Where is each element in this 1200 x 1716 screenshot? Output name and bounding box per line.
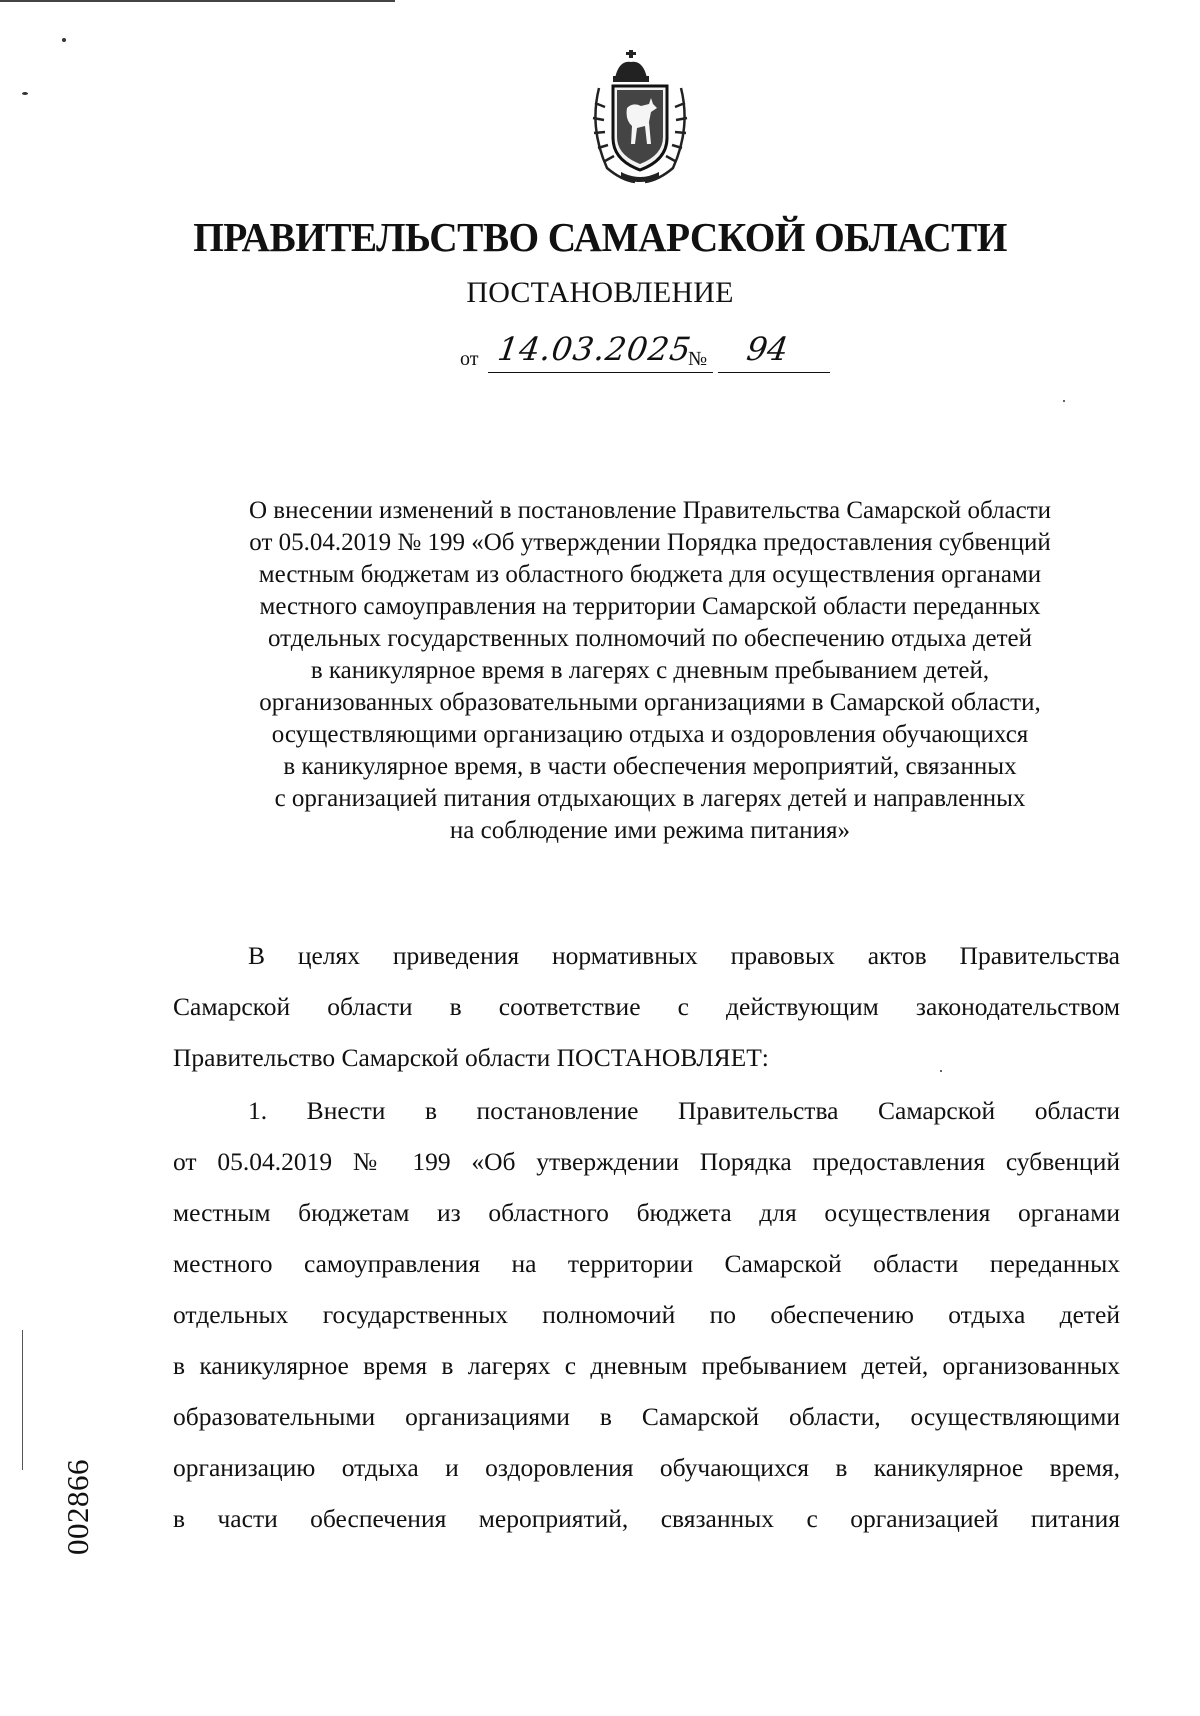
clause-line: в каникулярное время в лагерях с дневным пребыванием детей, организованных [173,1351,1120,1380]
date-value: 14.03.2025 [495,330,694,368]
number-value: 94 [744,330,791,368]
organization-title: ПРАВИТЕЛЬСТВО САМАРСКОЙ ОБЛАСТИ [193,214,1007,260]
date-underline [488,372,713,373]
scan-speck [22,92,28,95]
scan-margin-bar [22,1330,23,1470]
subject-line: от 05.04.2019 № 199 «Об утверждении Порядка предоставления субвенций [249,529,1051,556]
clause-line: организацию отдыха и оздоровления обучающихся в каникулярное время, [173,1453,1120,1482]
clause-1-paragraph [173,1085,1120,1544]
scan-artifact-line [0,0,395,2]
preamble-paragraph [173,930,1120,1083]
subject-line: О внесении изменений в постановление Правительства Самарской области [248,497,1052,524]
preamble-line: Самарской области в соответствие с действующим законодательством [173,992,1120,1021]
samara-coat-of-arms-icon [585,48,695,188]
clause-line: от 05.04.2019 № 199 «Об утверждении Порядка предоставления субвенций [173,1147,1120,1176]
number-label: № [688,348,708,370]
document-type: ПОСТАНОВЛЕНИЕ [466,276,734,309]
number-underline [718,372,830,373]
scan-speck [1063,400,1065,402]
clause-line: в части обеспечения мероприятий, связанных с организацией питания [173,1504,1120,1533]
subject-line: организованных образовательными организациями в Самарской области, [259,689,1041,716]
subject-line: отдельных государственных полномочий по обеспечению отдыха детей [268,625,1032,652]
clause-line: 1. Внести в постановление Правительства Самарской области [248,1096,1120,1125]
clause-line: образовательными организациями в Самарской области, осуществляющими [173,1402,1120,1431]
scan-speck [62,38,66,42]
subject-line: местного самоуправления на территории Самарской области переданных [259,593,1041,620]
document-subject [180,495,1120,847]
subject-line: на соблюдение ими режима питания» [449,817,851,844]
subject-line: местным бюджетам из областного бюджета для осуществления органами [258,561,1042,588]
subject-line: с организацией питания отдыхающих в лагерях детей и направленных [274,785,1026,812]
subject-line: в каникулярное время в лагерях с дневным пребыванием детей, [310,657,990,684]
preamble-line: Правительство Самарской области ПОСТАНОВЛЯЕТ: [173,1043,769,1072]
document-date-number [460,330,860,376]
clause-line: местным бюджетам из областного бюджета для осуществления органами [173,1198,1120,1227]
preamble-line: В целях приведения нормативных правовых актов Правительства [248,941,1120,970]
clause-line: местного самоуправления на территории Самарской области переданных [173,1249,1120,1278]
registration-number: 002866 [60,1459,95,1555]
clause-line: отдельных государственных полномочий по обеспечению отдыха детей [173,1300,1120,1329]
subject-line: в каникулярное время, в части обеспечения мероприятий, связанных [283,753,1017,780]
date-label: от [460,348,479,370]
subject-line: осуществляющими организацию отдыха и оздоровления обучающихся [271,721,1029,748]
